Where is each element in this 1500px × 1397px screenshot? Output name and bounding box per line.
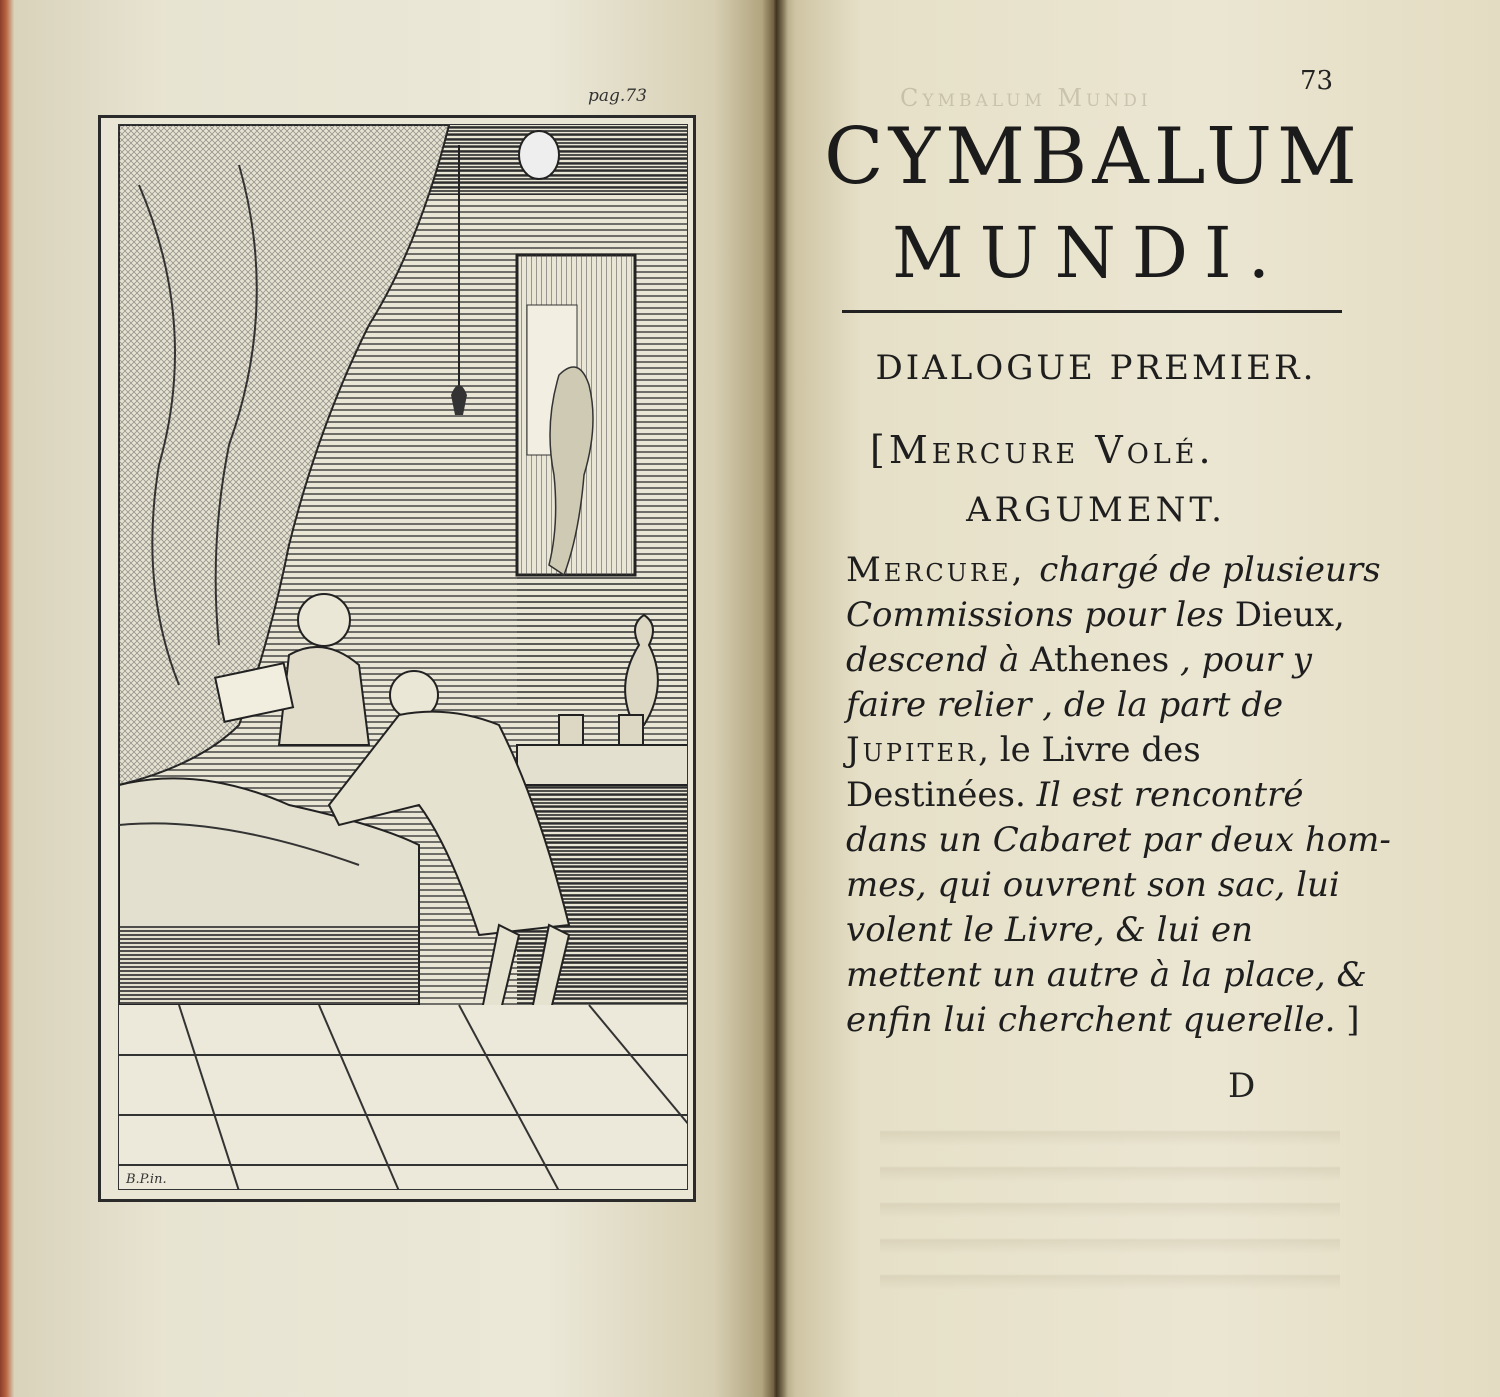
argument-text-run: , le Livre des xyxy=(978,730,1201,770)
argument-text-run: descend à xyxy=(846,640,1031,680)
paper-show-through xyxy=(880,1110,1340,1310)
signature-mark: D xyxy=(1228,1066,1256,1106)
title-line-1: CYMBALUM xyxy=(824,112,1362,202)
argument-line xyxy=(846,593,1366,638)
page-number: 73 xyxy=(1300,66,1334,96)
argument-line xyxy=(846,863,1366,908)
argument-text-run: ] xyxy=(1335,1000,1360,1040)
argument-text-run: Il est rencontré xyxy=(1036,775,1304,815)
argument-text-run: volent le Livre, & lui en xyxy=(846,910,1254,950)
dialogue-heading: DIALOGUE PREMIER. xyxy=(875,348,1317,388)
argument-text-run: mettent un autre à la place, & xyxy=(846,955,1367,995)
argument-text-run: Mercure, xyxy=(846,550,1040,590)
argument-line xyxy=(846,953,1366,998)
engraver-signature: B.P.in. xyxy=(126,1172,167,1187)
book-gutter xyxy=(762,0,788,1397)
argument-text-run: faire relier , de la part de xyxy=(846,685,1284,725)
dialogue-subheading: [Mercure Volé. xyxy=(870,428,1215,472)
argument-line xyxy=(846,908,1366,953)
argument-text-run: enfin lui cherchent querelle. xyxy=(846,1000,1336,1040)
argument-line xyxy=(846,998,1366,1043)
engraving-illustration xyxy=(118,124,688,1190)
argument-line xyxy=(846,638,1366,683)
argument-text-run: Jupiter xyxy=(846,730,979,770)
argument-text-run: , xyxy=(1334,595,1345,635)
argument-line xyxy=(846,728,1366,773)
argument-text-run: Destinées. xyxy=(846,775,1037,815)
engraving-scene-image xyxy=(119,125,688,1190)
argument-heading: ARGUMENT. xyxy=(966,490,1226,530)
show-through-running-head: Cymbalum Mundi xyxy=(900,84,1152,112)
argument-text-run: , pour y xyxy=(1169,640,1312,680)
argument-text-run: dans un Cabaret par deux hom- xyxy=(846,820,1391,860)
title-line-2: MUNDI. xyxy=(892,212,1286,294)
plate-page-reference: pag.73 xyxy=(588,86,647,106)
argument-text-run: Athenes xyxy=(1030,640,1170,680)
argument-line xyxy=(846,548,1381,593)
title-rule xyxy=(842,310,1342,313)
argument-line xyxy=(846,818,1391,863)
argument-line xyxy=(846,683,1366,728)
argument-text-run: mes, qui ouvrent son sac, lui xyxy=(846,865,1340,905)
argument-body-text xyxy=(846,548,1391,1043)
argument-line xyxy=(846,773,1366,818)
argument-text-run: chargé de plusieurs xyxy=(1039,550,1381,590)
argument-text-run: Commissions pour les xyxy=(846,595,1235,635)
argument-text-run: Dieux xyxy=(1234,595,1335,635)
